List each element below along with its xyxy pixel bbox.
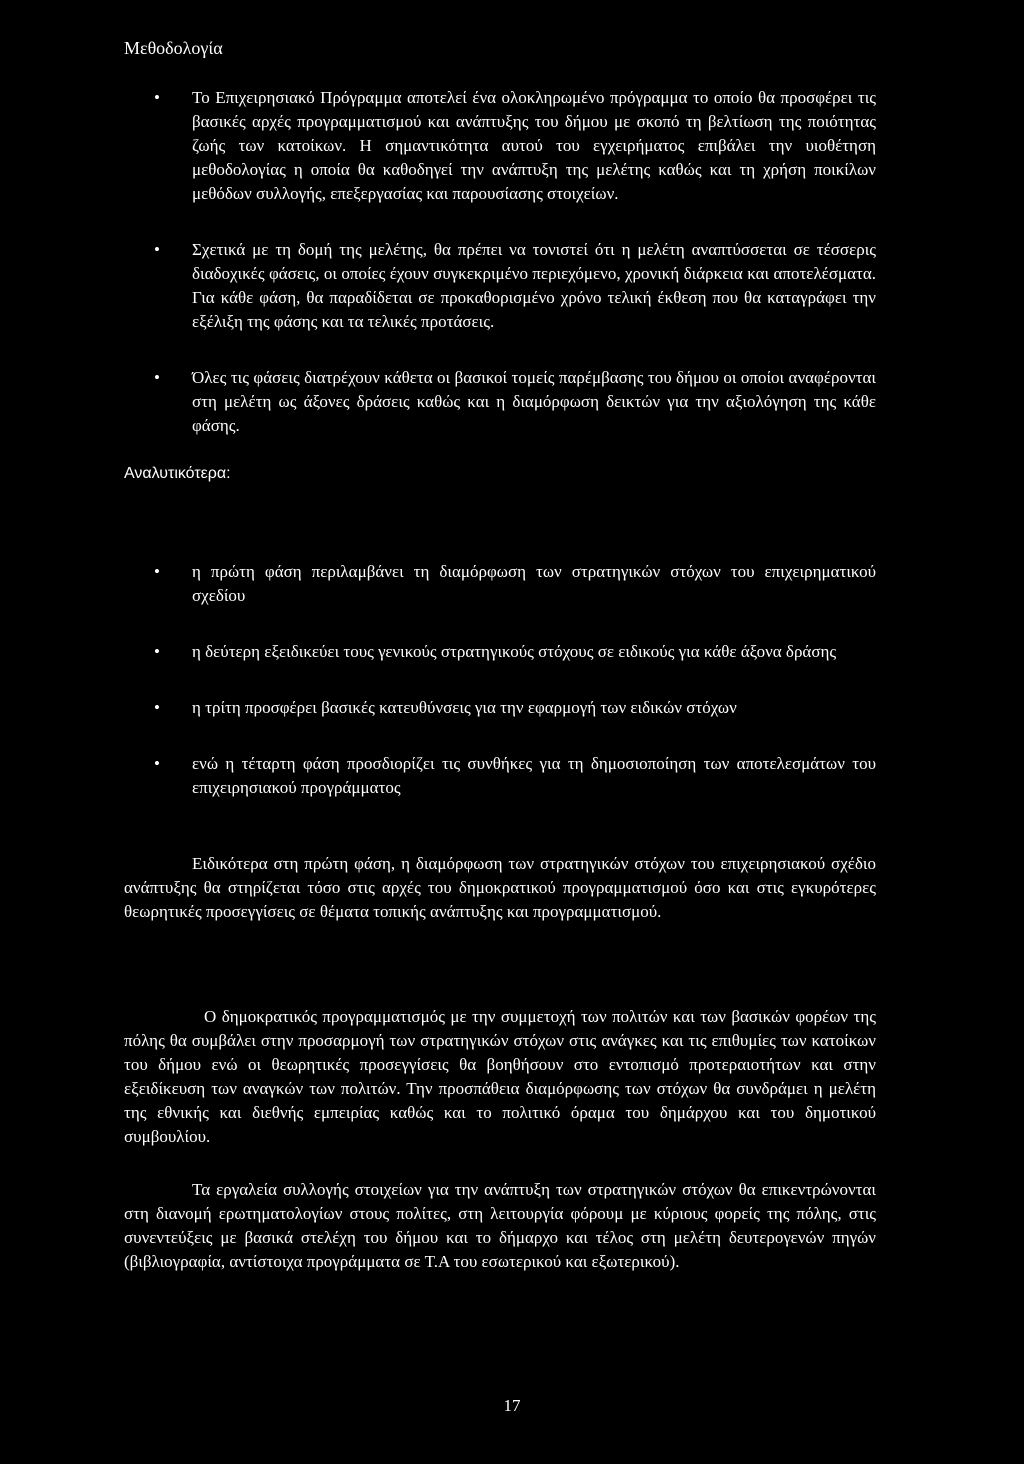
- intro-bullet-list: [124, 86, 876, 438]
- paragraph-data-collection-tools: Τα εργαλεία συλλογής στοιχείων για την ανάπτυξη των στρατηγικών στόχων θα επικεντρώνονται στη διανομή ερωτηματολογίων στους πολίτες, στη λειτουργία φόρουμ με κύριους φορείς της πόλης, στις συνεντεύξεις με βασικά στελέχη του δήμου και το δήμαρχο και τέλος στη μελέτη δευτερογενών πηγών (βιβλιογραφία, αντίστοιχα προγράμματα σε Τ.Α του εσωτερικού και εξωτερικού).: [124, 1180, 876, 1271]
- page-title: Μεθοδολογία: [124, 38, 223, 58]
- list-item: • ενώ η τέταρτη φάση προσδιορίζει τις συνθήκες για τη δημοσιοποίηση των αποτελεσμάτων του επιχειρησιακού προγράμματος: [124, 752, 876, 800]
- list-item: • Σχετικά με τη δομή της μελέτης, θα πρέπει να τονιστεί ότι η μελέτη αναπτύσσεται σε τέσσερις διαδοχικές φάσεις, οι οποίες έχουν συγκεκριμένο περιεχόμενο, χρονική διάρκεια και αποτελέσματα. Για κάθε φάση, θα παραδίδεται σε προκαθορισμένο χρόνο τελική έκθεση που θα καταγράφει την εξέλιξη της φάσης και τα τελικές προτάσεις.: [124, 238, 876, 334]
- paragraph-democratic-planning: Ο δημοκρατικός προγραμματισμός με την συμμετοχή των πολιτών και των βασικών φορέων της πόλης θα συμβάλει στην προσαρμογή των στρατηγικών στόχων στις ανάγκες και τις επιθυμίες των κατοίκων του δήμου ενώ οι θεωρητικές προσεγγίσεις θα βοηθήσουν στο εντοπισμό προτεραιοτήτων και στην εξειδίκευση των αναγκών των πολιτών. Την προσπάθεια διαμόρφωσης των στόχων θα συνδράμει η μελέτη της εθνικής και διεθνής εμπειρίας καθώς και το πολιτικό όραμα του δημάρχου και του δημοτικού συμβουλίου.: [124, 1007, 876, 1146]
- list-item: • Το Επιχειρησιακό Πρόγραμμα αποτελεί ένα ολοκληρωμένο πρόγραμμα το οποίο θα προσφέρει τις βασικές αρχές προγραμματισμού και ανάπτυξης του δήμου με σκοπό τη βελτίωση της ποιότητας ζωής των κατοίκων. Η σημαντικότητα αυτού του εγχειρήματος επιβάλει την υιοθέτηση μεθοδολογίας η οποία θα καθοδηγεί την ανάπτυξη της μελέτης καθώς και τη χρήση ποικίλων μεθόδων συλλογής, επεξεργασίας και παρουσίασης στοιχείων.: [124, 86, 876, 206]
- list-item: • η τρίτη προσφέρει βασικές κατευθύνσεις για την εφαρμογή των ειδικών στόχων: [124, 696, 876, 720]
- section-subheading: Αναλυτικότερα:: [124, 465, 231, 482]
- list-item: • η δεύτερη εξειδικεύει τους γενικούς στρατηγικούς στόχους σε ειδικούς για κάθε άξονα δράσης: [124, 640, 876, 664]
- phase-bullet-list: [124, 560, 876, 800]
- page-number: 17: [503, 1396, 521, 1415]
- list-item: • Όλες τις φάσεις διατρέχουν κάθετα οι βασικοί τομείς παρέμβασης του δήμου οι οποίοι αναφέρονται στη μελέτη ως άξονες δράσεις καθώς και η διαμόρφωση δεικτών για την αξιολόγηση της κάθε φάσης.: [124, 366, 876, 438]
- paragraph-phase-one: Ειδικότερα στη πρώτη φάση, η διαμόρφωση των στρατηγικών στόχων του επιχειρησιακού σχέδιο ανάπτυξης θα στηρίζεται τόσο στις αρχές του δημοκρατικού προγραμματισμού όσο και στις εγκυρότερες θεωρητικές προσεγγίσεις σε θέματα τοπικής ανάπτυξης και προγραμματισμού.: [124, 854, 876, 921]
- list-item: • η πρώτη φάση περιλαμβάνει τη διαμόρφωση των στρατηγικών στόχων του επιχειρηματικού σχεδίου: [124, 560, 876, 608]
